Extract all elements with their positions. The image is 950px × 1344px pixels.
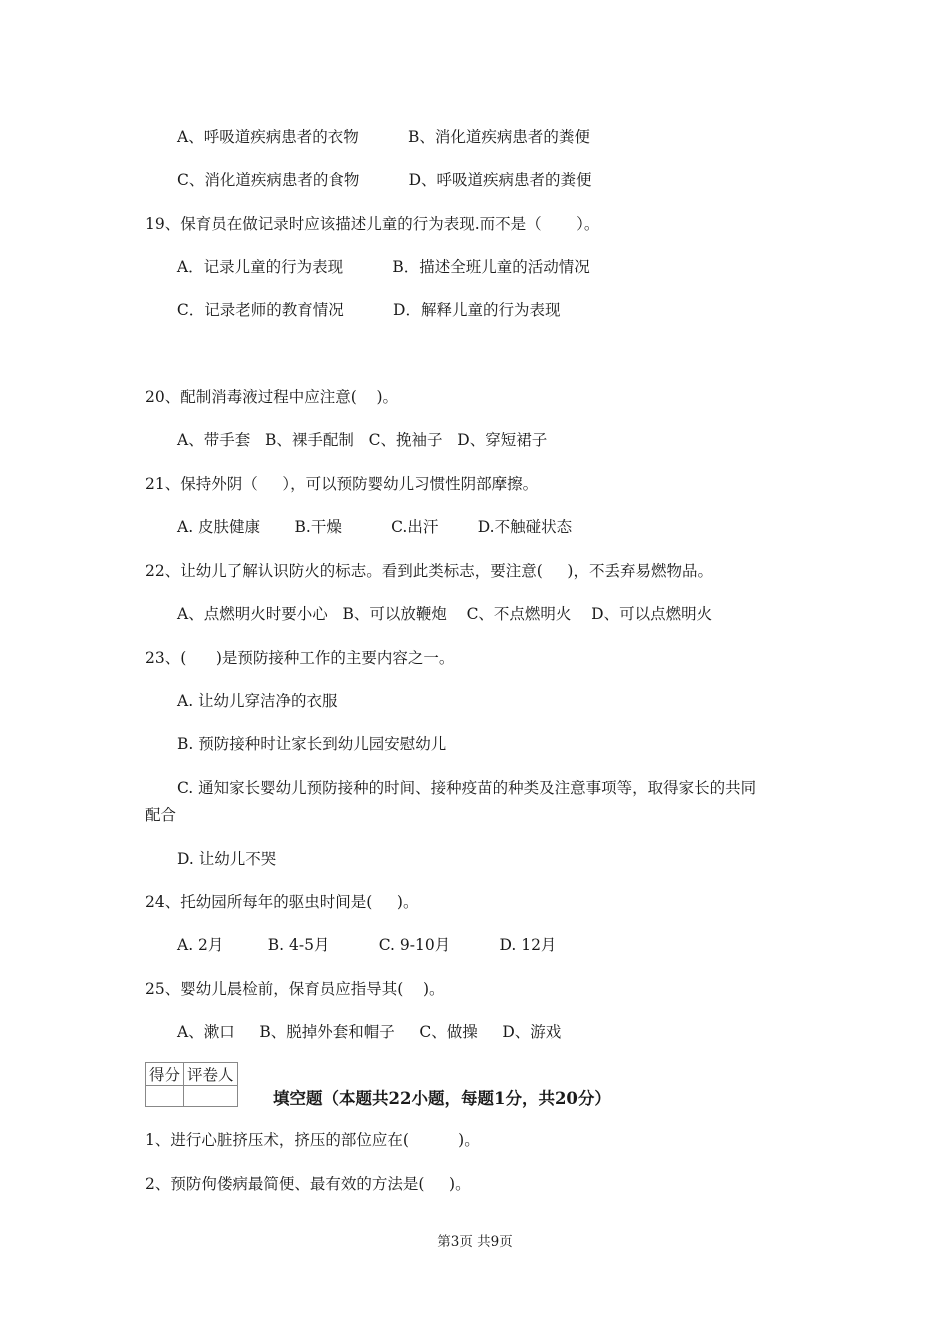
option-line: D. 让幼儿不哭: [177, 850, 277, 868]
question-22: 22、让幼儿了解认识防火的标志。看到此类标志，要注意( )，不丢弃易燃物品。: [145, 562, 713, 580]
section-title: 填空题（本题共22小题，每题1分，共20分）: [273, 1089, 611, 1108]
option-line: A、带手套 B、裸手配制 C、挽袖子 D、穿短裙子: [177, 431, 548, 449]
page-footer: 第3页 共9页: [437, 1234, 513, 1250]
question-21: 21、保持外阴（ ），可以预防婴幼儿习惯性阴部摩擦。: [145, 475, 539, 493]
grader-label: 评卷人: [184, 1063, 238, 1086]
question-23: 23、( )是预防接种工作的主要内容之一。: [145, 649, 455, 667]
fill-question-2: 2、预防佝偻病最简便、最有效的方法是( )。: [145, 1175, 471, 1193]
option-line: B. 预防接种时让家长到幼儿园安慰幼儿: [177, 735, 447, 753]
grader-cell: [184, 1086, 238, 1107]
score-label: 得分: [146, 1063, 184, 1086]
question-25: 25、婴幼儿晨检前，保育员应指导其( )。: [145, 980, 445, 998]
option-line: A. 皮肤健康 B.干燥 C.出汗 D.不触碰状态: [177, 518, 573, 536]
option-line: C．记录老师的教育情况 D．解释儿童的行为表现: [172, 301, 561, 319]
option-line: A. 让幼儿穿洁净的衣服: [177, 692, 338, 710]
option-line-cont: 配合: [145, 806, 177, 824]
option-line: A、点燃明火时要小心 B、可以放鞭炮 C、不点燃明火 D、可以点燃明火: [177, 605, 713, 623]
option-line: A、呼吸道疾病患者的衣物 B、消化道疾病患者的粪便: [177, 128, 590, 146]
option-line: C. 通知家长婴幼儿预防接种的时间、接种疫苗的种类及注意事项等，取得家长的共同: [177, 779, 757, 797]
score-cell: [146, 1086, 184, 1107]
option-line: A．记录儿童的行为表现 B．描述全班儿童的活动情况: [172, 258, 590, 276]
score-table: [145, 1062, 238, 1107]
option-line: A、漱口 B、脱掉外套和帽子 C、做操 D、游戏: [177, 1023, 562, 1041]
question-20: 20、配制消毒液过程中应注意( )。: [145, 388, 399, 406]
question-24: 24、托幼园所每年的驱虫时间是( )。: [145, 893, 419, 911]
fill-question-1: 1、进行心脏挤压术，挤压的部位应在( )。: [145, 1131, 480, 1149]
question-19: 19、保育员在做记录时应该描述儿童的行为表现.而不是（ ）。: [145, 215, 600, 233]
option-line: A. 2月 B. 4-5月 C. 9-10月 D. 12月: [177, 936, 557, 954]
option-line: C、消化道疾病患者的食物 D、呼吸道疾病患者的粪便: [177, 171, 592, 189]
